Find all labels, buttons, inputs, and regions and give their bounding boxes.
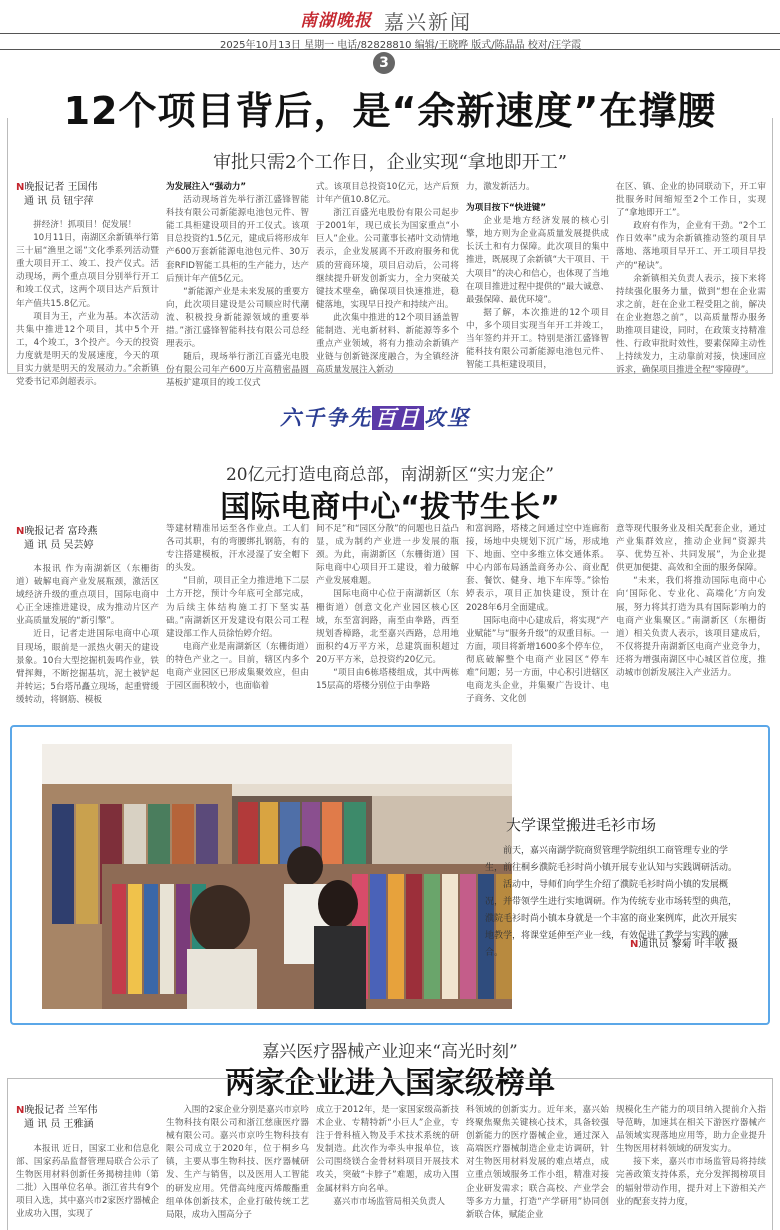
paragraph: 国际电商中心位于南湖新区（东栅街道）创意文化产业园区核心区域，东至富润路，南至由拳路，西至规划香樟路，北至嘉兴西路，总用地面积约4万平方米，总建筑面积超过20万平方米，总投资约20亿元。 bbox=[316, 589, 459, 665]
paragraph: 拼经济！抓项目！促发展！ bbox=[33, 220, 137, 230]
paragraph: “新能源产业是未来发展的重要方向，此次项目建设是公司顺应时代潮流、积极投身新能源领域的重要举措。”浙江盛锋智能科技有限公司总经理表示。 bbox=[166, 286, 309, 350]
article3-headline: 两家企业进入国家级榜单 bbox=[225, 1066, 555, 1101]
paragraph: 科领域的创新实力。近年来，嘉兴始终聚焦聚焦关键核心技术，具备较强创新能力的医疗器械企业，通过深入高端医疗器械制造企业走访调研，针对生物医用材料发展的难点堵点，成立重点领域服务工作小组，精准对接企业研发需求；联合高校、产业学会等多方力量，打造“产学研用”协同创新联合体，赋能企业 bbox=[466, 1105, 609, 1220]
section-subhead: 为发展注入“强动力” bbox=[166, 182, 247, 192]
reporter-mark-icon: N bbox=[16, 526, 25, 537]
paragraph: 10月11日，南湖区余新镇举行第三十届“渔里之谣”文化季系列活动暨重大项目开工、竣工、投产仪式。活动现场，两个重点项目分别举行开工和竣工仪式，这两个项目达产后预计年产值共15.8亿元。 bbox=[16, 233, 159, 309]
caption-paragraph: 前天，嘉兴南湖学院商贸管理学院组织工商管理专业的学生，前往桐乡濮院毛衫时尚小镇开展专业认知与实践调研活动。 bbox=[485, 846, 738, 873]
reporter-mark-icon: N bbox=[630, 939, 639, 950]
campaign-banner bbox=[280, 402, 470, 432]
paragraph: 式。该项目总投资10亿元，达产后预计年产值10.8亿元。 bbox=[316, 182, 459, 206]
masthead bbox=[0, 0, 780, 50]
photo-credit bbox=[630, 935, 738, 950]
paragraph: 项目为王，产业为基。本次活动共集中推进12个项目，其中5个开工，4个竣工，3个投产。今天的投资力度就是明天的发展速度，今天的项目实力就是明天的发展动力。”余新镇党委书记邓剑超表示。 bbox=[16, 311, 159, 388]
article1-col-1 bbox=[16, 219, 159, 388]
paragraph: 在区、镇、企业的协同联动下，开工审批服务时间缩短至2个工作日，实现了“拿地即开工”。 bbox=[616, 182, 766, 219]
banner-highlight: 百日 bbox=[372, 406, 424, 430]
masthead-rule-bottom bbox=[0, 49, 780, 50]
issue-info: 2025年10月13日 星期一 电话/82828810 编辑/王晓晔 版式/陈晶晶 校对/汪学霞 bbox=[220, 40, 582, 51]
paragraph: “未来，我们将推动国际电商中心向‘国际化、专业化、高端化’方向发展，努力将其打造为具有国际影响力的电商产业集聚区。”南湖新区（东栅街道）相关负责人表示，该项目建成后，不仅将提升南湖新区电商产业竞争力，还将为增强南湖区中心城区首位度，推动城市创新发展注入产业活力。 bbox=[616, 576, 766, 679]
paragraph: 活动现场首先举行浙江盛锋智能科技有限公司新能源电池包元件、智能工具柜建设项目的开工仪式。该项目总投资约1.5亿元，建成后将形成年产600万套新能源电池包元件、30万套RFID智能工具柜的生产能力，达产后预计年产值5亿元。 bbox=[166, 195, 309, 284]
byline-correspondent: 通 讯 员 吴芸婷 bbox=[24, 540, 94, 551]
article1-col-4 bbox=[466, 181, 609, 369]
reporter-mark-icon: N bbox=[16, 182, 25, 193]
paragraph: 和富润路，塔楼之间通过空中连廊衔接，场地中央规划下沉广场，形成地下、地面、空中多维立体交通体系。中心内部布局涵盖商务办公、商业配套、餐饮、健身、地下车库等。”徐怡婷表示，项目正加快建设，预计在2028年6月全面建成。 bbox=[466, 524, 609, 613]
paragraph: 近日，记者走进国际电商中心项目现场，眼前是一派热火朝天的建设景象。10台大型挖掘机轰鸣作业，铁臂挥舞，不断挖掘基坑，泥土被铲起并转运；5台塔吊矗立现场，起重臂缓缓转动，将钢筋、模板 bbox=[16, 629, 159, 705]
section-subhead: 为项目按下“快进键” bbox=[466, 203, 547, 214]
article3-col-5 bbox=[616, 1104, 766, 1228]
byline-correspondent: 通 讯 员 王雅涵 bbox=[24, 1119, 94, 1130]
market-photo bbox=[42, 744, 512, 1009]
article2-col-4 bbox=[466, 523, 609, 711]
paragraph: 政府有作为，企业有干劲。“2个工作日效率”成为余新镇推动签约项目早落地、落地项目早开工、开工项目早投产的“秘诀”。 bbox=[616, 221, 766, 271]
paragraph: 嘉兴市市场监管局相关负责人 bbox=[333, 1196, 445, 1207]
article1-col-5 bbox=[616, 181, 766, 376]
photo-title: 大学课堂搬进毛衫市场 bbox=[506, 816, 657, 834]
paragraph: 本报讯 作为南湖新区（东栅街道）破解电商产业发展瓶颈，激活区域经济升级的重点项目，国际电商中心正全速推进建设，成为推动片区产业高质量发展的“新引擎”。 bbox=[16, 564, 159, 627]
article2-col-5 bbox=[616, 523, 766, 711]
photo-credit-text: 通讯员 黎菊 叶丰收 摄 bbox=[638, 939, 738, 950]
article2-headline: 国际电商中心“拔节生长” bbox=[220, 490, 560, 525]
article3-col-2 bbox=[166, 1104, 309, 1228]
paragraph: 入围的2家企业分别是嘉兴市京吟生物科技有限公司和浙江慈康医疗器械有限公司。嘉兴市京吟生物科技有限公司成立于2020年，位于桐乡乌镇，主要从事生物科技、医疗器械研发、生产与销售，以及医用人工智能的研发应用。凭借高纯度丙烯酸酯重组单体创新技术，企业打破传统工艺局限，成功入围高分子 bbox=[166, 1105, 309, 1220]
paragraph: 意等现代服务业及相关配套企业，通过产业集群效应，推动企业间“资源共享、优势互补、共同发展”，为企业提供更加便捷、高效和全面的服务保障。 bbox=[616, 524, 766, 574]
paragraph: 企业是地方经济发展的核心引擎，地方则为企业高质量发展提供成长沃土和有力保障。此次项目的集中推进，既展现了余新镇“大干项目、干大项目”的决心和信心，也体现了当地在项目推进过程中提供的“最大诚意、最强保障、最优环境”。 bbox=[466, 216, 609, 305]
article2-col-1 bbox=[16, 563, 159, 711]
paragraph: 国际电商中心建成后，将实现“产业赋能”与“服务升级”的双重目标。一方面，项目将新增1600多个停车位，彻底破解整个电商产业园区“停车难”问题；另一方面，中心积引进辖区电商龙头企业，并集聚广告设计、电子商务、文化创 bbox=[466, 615, 609, 705]
caption-paragraph: 活动中，导师们向学生介绍了濮院毛衫时尚小镇的发展概况，并带领学生进行实地调研。作为传统专业市场转型的典范，濮院毛衫时尚小镇本身就是一个丰富的商业案例库，此次开展实地教学，将课堂延伸至产业一线，有效促进了教学与实践的融合。 bbox=[485, 880, 738, 958]
article3-byline bbox=[16, 1104, 98, 1132]
byline-correspondent: 通 讯 员 钮宇萍 bbox=[24, 196, 94, 207]
article3-col-1 bbox=[16, 1143, 159, 1228]
paragraph: 电商产业是南湖新区（东栅街道）的特色产业之一。目前，辖区内多个电商产业园区已形成集聚效应，但由于园区面积较小，也面临着 bbox=[166, 641, 309, 692]
article1-col-3 bbox=[316, 181, 459, 376]
article1-headline: 12个项目背后，是“余新速度”在撑腰 bbox=[63, 89, 717, 133]
byline-reporter: 晚报记者 兰军伟 bbox=[24, 1105, 98, 1116]
section-name: 嘉兴新闻 bbox=[384, 10, 472, 34]
article3-kicker: 嘉兴医疗器械产业迎来“高光时刻” bbox=[262, 1042, 518, 1062]
article3-col-3 bbox=[316, 1104, 459, 1228]
article3-col-4 bbox=[466, 1104, 609, 1228]
banner-text: 攻坚 bbox=[424, 406, 470, 430]
paragraph: 随后，现场举行浙江百盛光电股份有限公司年产600万片高精密晶圆基板扩建项目的竣工仪式 bbox=[166, 352, 309, 389]
paragraph: 间不足”和“园区分散”的问题也日益凸显，成为制约产业进一步发展的瓶颈。为此，南湖新区（东栅街道）国际电商中心项目开工建设，着力破解产业发展难题。 bbox=[316, 524, 459, 587]
paper-name: 南湖晚报 bbox=[300, 11, 372, 31]
byline-reporter: 晚报记者 王国伟 bbox=[24, 182, 98, 193]
article1-subhead: 审批只需2个工作日，企业实现“拿地即开工” bbox=[213, 152, 567, 173]
article1-byline bbox=[16, 181, 98, 209]
paragraph: 浙江百盛光电股份有限公司起步于2001年，现已成长为国家重点“小巨人”企业。公司董事长褚叶文动情地表示，企业发展离不开政府服务和优质的营商环境，项目启动后，公司将继续提升研发创新实力，全力突破关键技术壁垒，确保项目快速推进，稳健落地，实现早日投产和持续产出。 bbox=[316, 208, 459, 310]
reporter-mark-icon: N bbox=[16, 1105, 25, 1116]
market-photo-illustration bbox=[42, 744, 512, 1009]
paragraph: 据了解，本次推进的12个项目中，多个项目实现当年开工并竣工，当年签约并开工。特别是浙江盛锋智能科技有限公司新能源电池包元件、智能工具柜建设项目， bbox=[466, 307, 609, 371]
masthead-rule bbox=[0, 33, 780, 34]
byline-reporter: 晚报记者 富玲燕 bbox=[24, 526, 98, 537]
paragraph: 规模化生产能力的项目纳入提前介入指导范畴，加速其在相关下游医疗器械产品领域实现落地应用等，助力企业提升生物医用材料领域的研发实力。 bbox=[616, 1105, 766, 1155]
page-number: 3 bbox=[373, 52, 395, 74]
paragraph: 本报讯 近日，国家工业和信息化部、国家药品监督管理局联合公示了生物医用材料创新任务揭榜挂帅（第二批）入围单位名单。浙江省共有9个项目入选，其中嘉兴市2家医疗器械企业成功入围，实现了 bbox=[16, 1144, 159, 1220]
article2-col-2 bbox=[166, 523, 309, 711]
paragraph: “项目由6栋塔楼组成，其中两栋15层高的塔楼分别位于由拳路 bbox=[316, 668, 459, 692]
paragraph: 此次集中推进的12个项目涵盖智能制造、光电新材料、新能源等多个重点产业领域，将有力推动余新镇产业链与创新链深度融合，为全镇经济高质量发展注入新动 bbox=[316, 312, 459, 376]
article2-col-3 bbox=[316, 523, 459, 711]
paragraph: 接下来，嘉兴市市场监管局将持续完善政策支持体系，充分发挥揭榜项目的辐射带动作用，提升对上下游相关产业的配套支持力度， bbox=[616, 1157, 766, 1207]
article2-kicker: 20亿元打造电商总部，南湖新区“实力宠企” bbox=[225, 465, 554, 485]
article2-byline bbox=[16, 525, 98, 553]
paragraph: 等建材精准吊运至各作业点。工人们各司其职，有的弯腰绑扎钢筋，有的专注搭建模板，汗水浸湿了安全帽下的头发。 bbox=[166, 524, 309, 574]
paragraph: 力，激发新活力。 bbox=[466, 182, 535, 192]
paragraph: 余新镇相关负责人表示，接下来将持续强化服务力量，做到“想在企业需求之前，赶在企业工程受阻之前，解决在企业抱怨之前”，以高质量帮办服务助推项目建设，同时，在政策支持精准性、行政审批时效性，要素保障主动性上持续发力，主动靠前对接，快速回应诉求，确保项目推进全程“零障碍”。 bbox=[616, 273, 766, 376]
banner-text: 六千 bbox=[280, 406, 326, 430]
paragraph: “目前，项目正全力推进地下二层土方开挖，预计今年底可全部完成，为后续主体结构施工打下坚实基础。”南湖新区开发建设有限公司工程建设部工作人员徐怡婷介绍。 bbox=[166, 576, 309, 639]
article1-col-2 bbox=[166, 181, 309, 389]
paragraph: 成立于2012年，是一家国家级高新技术企业、专精特新“小巨人”企业，专注于骨科植入物及手术技术系统的研发制造。此次作为牵头申报单位，该公司围绕镁合金骨材料项目开展技术攻关，突破“卡脖子”难题，成功入围金属材料方向名单。 bbox=[316, 1105, 459, 1194]
banner-text: 争先 bbox=[326, 406, 372, 430]
